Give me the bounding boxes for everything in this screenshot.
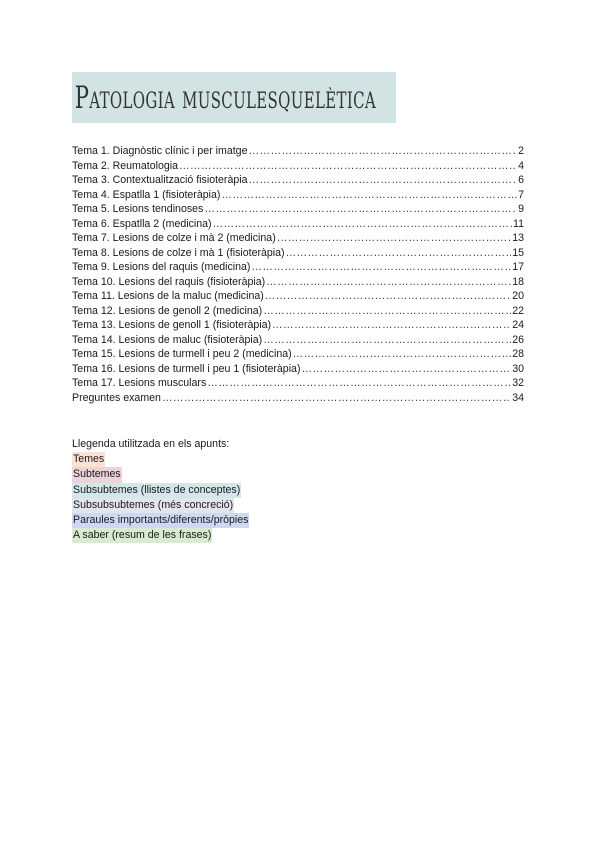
toc-entry-page: 15 — [512, 246, 524, 259]
toc-entry-label: Tema 16. Lesions de turmell i peu 1 (fisioteràpia) — [72, 362, 301, 375]
toc-dot-leader — [286, 246, 512, 261]
toc-entry-label: Tema 2. Reumatologia — [72, 159, 178, 172]
toc-entry-page: 13 — [512, 232, 524, 244]
toc-entry[interactable] — [72, 144, 524, 159]
toc-dot-leader — [263, 304, 511, 319]
toc-entry-page: 22 — [512, 304, 524, 317]
toc-entry-label: Tema 11. Lesions de la maluc (medicina) — [72, 290, 264, 302]
toc-entry-label: Preguntes examen — [72, 391, 161, 404]
toc-dot-leader — [293, 347, 512, 362]
toc-entry-page: 4 — [518, 159, 524, 172]
toc-entry[interactable] — [72, 362, 524, 377]
toc-entry-page: 11 — [513, 217, 524, 230]
toc-entry-label: Tema 13. Lesions de genoll 1 (fisioteràpia) — [72, 319, 272, 331]
toc-entry-label: Tema 5. Lesions tendinoses — [72, 203, 204, 215]
toc-entry[interactable] — [72, 173, 524, 188]
toc-entry-page: 28 — [512, 348, 524, 360]
toc-entry-page: 34 — [512, 391, 524, 404]
toc-dot-leader — [179, 159, 517, 174]
toc-entry[interactable] — [72, 289, 524, 304]
toc-dot-leader — [272, 318, 511, 333]
toc-entry-page: 17 — [512, 261, 524, 273]
toc-entry[interactable] — [72, 391, 524, 406]
toc-entry-page: 6 — [518, 174, 524, 186]
toc-entry-label: Tema 8. Lesions de colze i mà 1 (fisioteràpia) — [72, 246, 285, 259]
toc-dot-leader — [213, 217, 512, 232]
toc-entry-page: 18 — [512, 275, 524, 288]
toc-entry-label: Tema 1. Diagnòstic clínic i per imatge — [72, 145, 248, 157]
toc-dot-leader — [207, 376, 511, 391]
table-of-contents — [72, 144, 524, 405]
toc-entry-label: Tema 12. Lesions de genoll 2 (medicina) — [72, 304, 263, 317]
toc-entry-page: 2 — [518, 145, 524, 157]
legend-item-paraules-importants: Paraules importants/diferents/pròpies — [72, 513, 249, 528]
toc-dot-leader — [277, 231, 511, 246]
toc-dot-leader — [204, 202, 517, 217]
toc-entry[interactable] — [72, 217, 524, 232]
toc-entry-label: Tema 10. Lesions del raquis (fisioteràpia) — [72, 275, 266, 288]
legend-item-subtemes: Subtemes — [72, 467, 122, 482]
toc-dot-leader — [248, 173, 517, 188]
toc-entry-label: Tema 17. Lesions musculars — [72, 377, 207, 389]
toc-entry-page: 32 — [512, 377, 524, 389]
toc-entry-label: Tema 6. Espatlla 2 (medicina) — [72, 217, 212, 230]
toc-dot-leader — [248, 144, 517, 159]
toc-entry[interactable] — [72, 260, 524, 275]
legend-item-subsubsubtemes: Subsubsubtemes (més concreció) — [72, 498, 234, 513]
toc-entry-page: 9 — [518, 203, 524, 215]
toc-entry-label: Tema 3. Contextualització fisioteràpia — [72, 174, 248, 186]
legend-item-a-saber: A saber (resum de les frases) — [72, 528, 212, 543]
toc-dot-leader — [266, 275, 511, 290]
toc-entry[interactable] — [72, 333, 524, 348]
toc-dot-leader — [162, 391, 511, 406]
toc-entry[interactable] — [72, 202, 524, 217]
toc-entry[interactable] — [72, 275, 524, 290]
toc-entry-label: Tema 4. Espatlla 1 (fisioteràpia) — [72, 188, 221, 201]
toc-dot-leader — [251, 260, 511, 275]
toc-entry[interactable] — [72, 159, 524, 174]
toc-entry-label: Tema 15. Lesions de turmell i peu 2 (medicina) — [72, 348, 292, 360]
toc-entry-label: Tema 7. Lesions de colze i mà 2 (medicina) — [72, 232, 276, 244]
toc-dot-leader — [263, 333, 511, 348]
toc-entry[interactable] — [72, 246, 524, 261]
toc-entry-page: 30 — [512, 362, 524, 375]
toc-dot-leader — [265, 289, 511, 304]
toc-entry[interactable] — [72, 376, 524, 391]
toc-dot-leader — [301, 362, 511, 377]
toc-entry-label: Tema 9. Lesions del raquis (medicina) — [72, 261, 251, 273]
toc-entry-page: 24 — [512, 319, 524, 331]
toc-entry-label: Tema 14. Lesions de maluc (fisioteràpia) — [72, 333, 263, 346]
legend — [72, 437, 249, 543]
toc-entry[interactable] — [72, 347, 524, 362]
toc-entry[interactable] — [72, 318, 524, 333]
toc-dot-leader — [221, 188, 517, 203]
toc-entry[interactable] — [72, 304, 524, 319]
toc-entry-page: 20 — [512, 290, 524, 302]
legend-heading: Llegenda utilitzada en els apunts: — [72, 438, 230, 450]
toc-entry-page: 26 — [512, 333, 524, 346]
legend-item-temes: Temes — [72, 452, 105, 467]
toc-entry[interactable] — [72, 188, 524, 203]
legend-item-subsubtemes: Subsubtemes (llistes de conceptes) — [72, 483, 241, 498]
toc-entry[interactable] — [72, 231, 524, 246]
title-banner — [72, 72, 396, 123]
toc-entry-page: 7 — [518, 188, 524, 201]
page-title: Patologia musculesquelètica — [74, 79, 377, 116]
